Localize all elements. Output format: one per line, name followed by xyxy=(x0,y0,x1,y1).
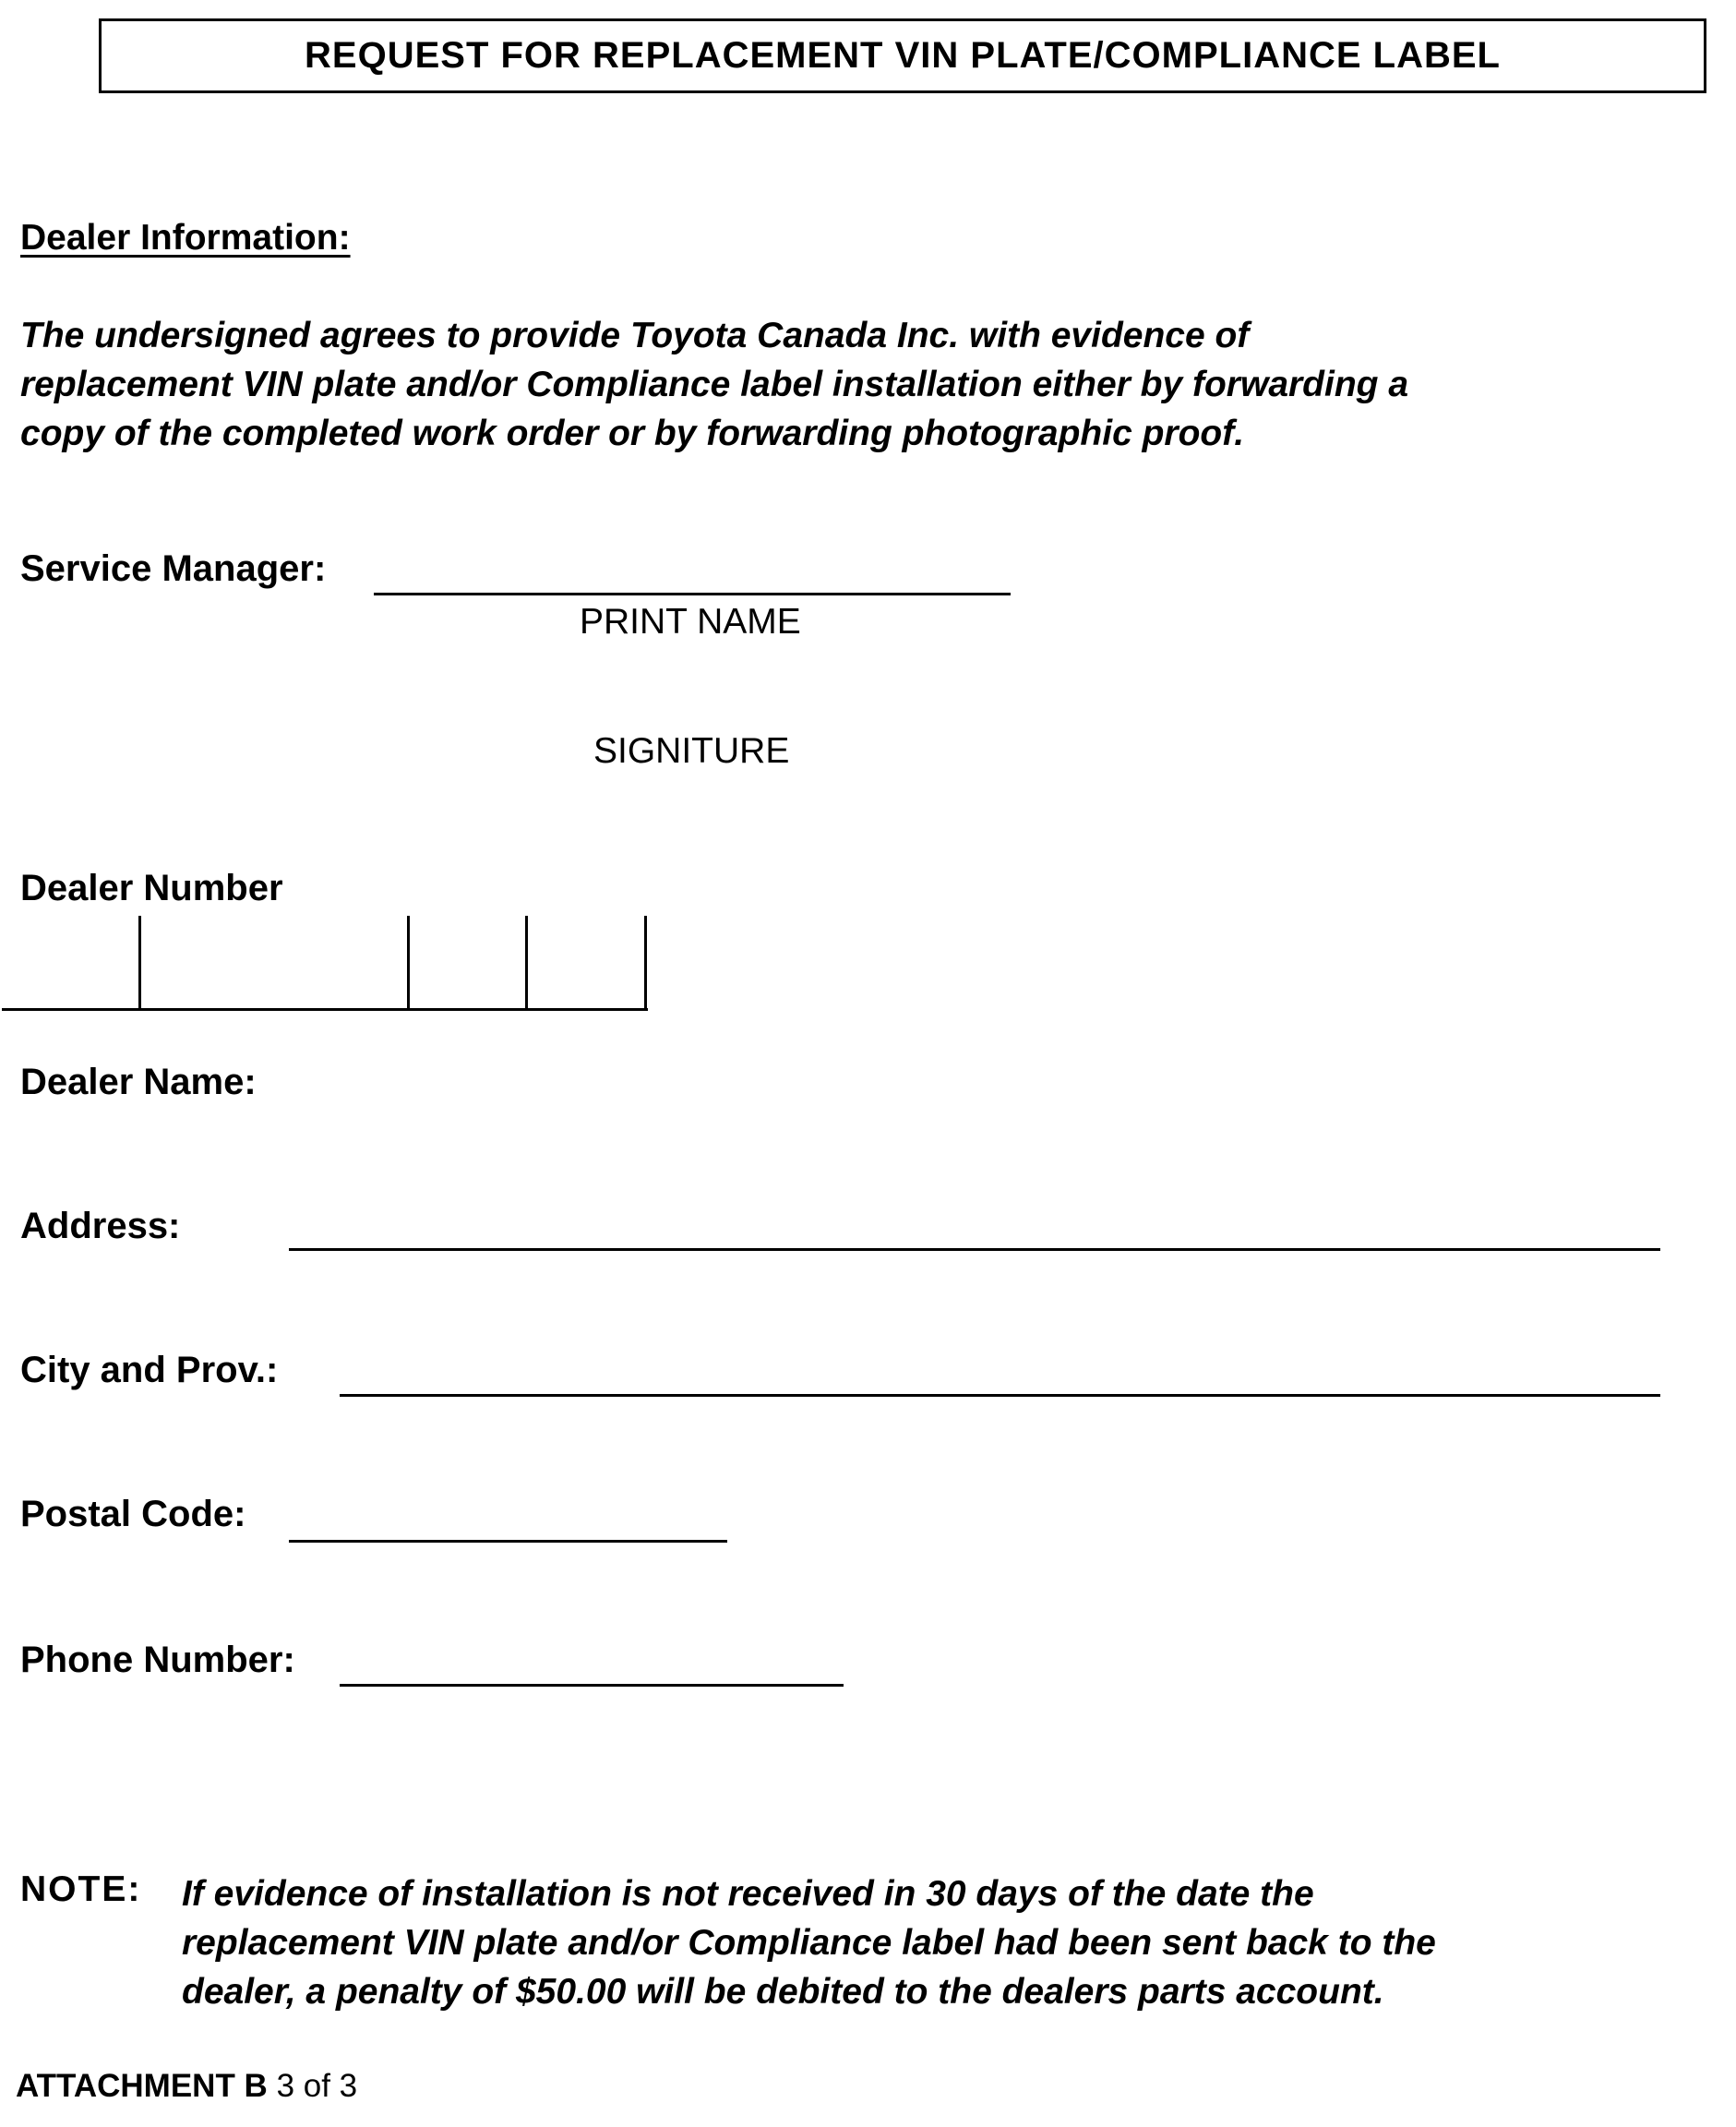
form-title: REQUEST FOR REPLACEMENT VIN PLATE/COMPLIANCE LABEL xyxy=(305,35,1501,76)
city-prov-field[interactable] xyxy=(340,1394,1660,1397)
service-manager-name-field[interactable] xyxy=(374,593,1011,595)
print-name-caption: PRINT NAME xyxy=(580,602,801,642)
note-line: replacement VIN plate and/or Compliance label had been sent back to the xyxy=(182,1923,1436,1963)
page-footer xyxy=(16,2068,357,2105)
dealer-number-cell[interactable] xyxy=(0,916,138,1008)
form-title-box xyxy=(99,18,1706,93)
dealer-name-label: Dealer Name: xyxy=(20,1062,257,1102)
note-line: dealer, a penalty of $50.00 will be debited to the dealers parts account. xyxy=(182,1972,1384,2012)
city-prov-label: City and Prov.: xyxy=(20,1350,279,1390)
dealer-number-baseline xyxy=(2,1008,648,1011)
dealer-number-cell[interactable] xyxy=(410,916,525,1008)
dealer-number-divider xyxy=(644,916,647,1011)
dealer-number-label: Dealer Number xyxy=(20,868,283,908)
note-label: NOTE: xyxy=(20,1869,142,1909)
dealer-number-cell[interactable] xyxy=(528,916,644,1008)
attachment-label: ATTACHMENT B xyxy=(16,2068,268,2104)
postal-code-field[interactable] xyxy=(289,1540,727,1543)
page-number: 3 of 3 xyxy=(276,2068,358,2104)
note-line: If evidence of installation is not received in 30 days of the date the xyxy=(182,1874,1314,1914)
dealer-number-cell[interactable] xyxy=(141,916,407,1008)
address-field[interactable] xyxy=(289,1248,1660,1251)
section-heading-dealer-information: Dealer Information: xyxy=(20,218,351,258)
address-label: Address: xyxy=(20,1206,181,1246)
signature-caption: SIGNITURE xyxy=(593,731,790,771)
service-manager-label: Service Manager: xyxy=(20,548,327,589)
note-text xyxy=(182,1869,1436,2016)
intro-line: The undersigned agrees to provide Toyota Canada Inc. with evidence of xyxy=(20,316,1250,355)
intro-line: replacement VIN plate and/or Compliance label installation either by forwarding a xyxy=(20,365,1409,404)
postal-code-label: Postal Code: xyxy=(20,1494,246,1534)
dealer-number-boxes xyxy=(0,916,648,1013)
intro-paragraph xyxy=(20,311,1682,458)
phone-number-label: Phone Number: xyxy=(20,1640,295,1680)
phone-number-field[interactable] xyxy=(340,1684,844,1687)
intro-line: copy of the completed work order or by forwarding photographic proof. xyxy=(20,414,1245,453)
